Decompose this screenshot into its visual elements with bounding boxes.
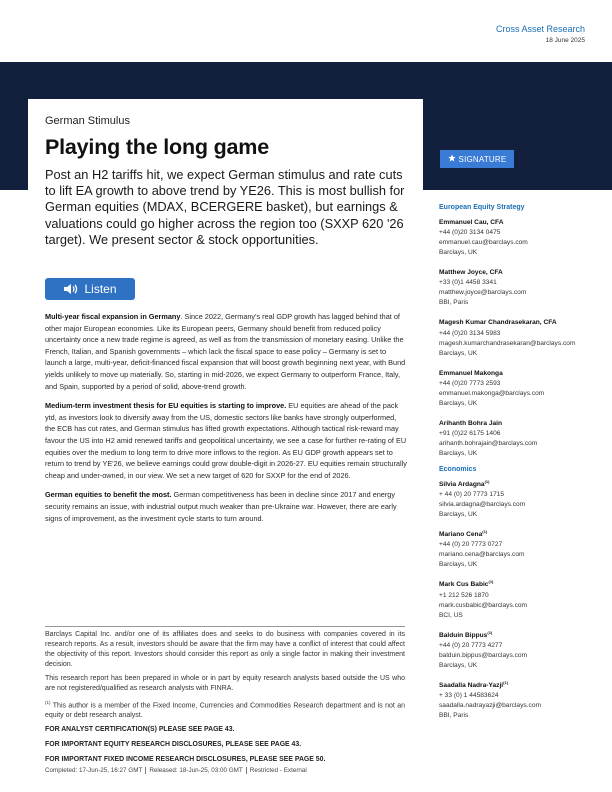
analyst-card: [439, 577, 604, 620]
analyst-entity: Barclays, UK: [439, 511, 478, 519]
footnote-mark: (1): [503, 679, 509, 685]
report-header: [496, 24, 585, 44]
analyst-email-link[interactable]: emmanuel.makonga@barclays.com: [439, 389, 545, 397]
disclaimer-conflict: Barclays Capital Inc. and/or one of its affiliates does and seeks to do business with companies covered in its research reports. As a result, investors should be aware that the firm may have a conflict of interest that could affect the objectivity of this report. Investors should consider this report as only a single factor in making their investment decision.: [45, 631, 405, 668]
analyst-phone: +44 (0) 20 7773 4277: [439, 641, 503, 649]
analyst-entity: Barclays, UK: [439, 561, 478, 569]
team-title: Economics: [439, 465, 477, 473]
analyst-entity: Barclays, UK: [439, 399, 478, 407]
analyst-name: Mariano Cena$^{(1)}$: [439, 529, 488, 539]
analyst-card: [439, 477, 604, 520]
analyst-card: [439, 366, 604, 409]
analyst-email-link[interactable]: emmanuel.cau@barclays.com: [439, 239, 528, 247]
analyst-phone: +1 212 526 1870: [439, 591, 489, 599]
footnote-mark: (1): [484, 478, 490, 484]
article-body: [45, 311, 407, 524]
team-list: [439, 477, 604, 721]
speaker-icon: [63, 283, 79, 295]
analyst-email-link[interactable]: silvia.ardagna@barclays.com: [439, 501, 526, 509]
footnote-mark: (1): [488, 579, 494, 585]
disclaimer-divider: [45, 626, 405, 627]
listen-button[interactable]: [45, 278, 135, 300]
analyst-email-link[interactable]: balduin.bippus@barclays.com: [439, 651, 528, 659]
article-kicker: German Stimulus: [45, 115, 130, 127]
analyst-name: Magesh Kumar Chandrasekaran, CFA: [439, 319, 557, 327]
disclaimer-ficc-text: This author is a member of the Fixed Income, Currencies and Commodities Research department and is not an equity or debt research analyst.: [45, 702, 405, 720]
paragraph-text: EU equities are ahead of the pack ytd, as investors look to diversify away from the US, domestic sectors like banks have strongly outperformed, the ECB has cut rates, and German stimulus has lifted growth expectations. Although tactical risk-reward may favour the US into H2 amid renewed tariffs and geopolitical uncertainty, we see a case for further re-rating of EU equities over the medium to long term to drive more inflows to the region. As EU GDP growth appears set to return to trend by YE'26, we believe earnings could grow double-digit in 2026-27. EU equities remain structurally cheap and under-owned, in our view. We set a new target of 620 for SXXP for the end of 2026.: [45, 401, 407, 480]
analyst-phone: + 44 (0) 20 7773 1715: [439, 491, 505, 499]
team-list: [439, 215, 604, 459]
completed-time: Completed: 17-Jun-25, 16:27 GMT: [45, 767, 146, 774]
disclaimer: [45, 630, 405, 770]
analyst-phone: +33 (0)1 4458 3341: [439, 279, 497, 287]
analyst-name: Arihanth Bohra Jain: [439, 419, 503, 427]
analyst-card: [439, 527, 604, 570]
analyst-card: [439, 678, 604, 721]
analyst-entity: BBI, Paris: [439, 711, 469, 719]
analyst-email-link[interactable]: matthew.joyce@barclays.com: [439, 289, 527, 297]
analyst-card: [439, 416, 604, 459]
analyst-card: [439, 315, 604, 358]
signature-badge: [440, 150, 514, 168]
analyst-entity: Barclays, UK: [439, 449, 478, 457]
analyst-email-link[interactable]: mariano.cena@barclays.com: [439, 551, 525, 559]
analyst-phone: +44 (0) 20 7773 0727: [439, 541, 503, 549]
paragraph-lead: Medium-term investment thesis for EU equities is starting to improve.: [45, 401, 287, 411]
analyst-name: Matthew Joyce, CFA: [439, 269, 503, 277]
paragraph: [45, 489, 407, 524]
analyst-entity: BCI, US: [439, 611, 463, 619]
restriction-label: Restricted - External: [249, 767, 307, 774]
paragraph-lead: Multi-year fiscal expansion in Germany: [45, 312, 181, 322]
analyst-card: [439, 628, 604, 671]
analyst-email-link[interactable]: mark.cusbabic@barclays.com: [439, 601, 528, 609]
paragraph: [45, 400, 407, 481]
analyst-certification-link[interactable]: FOR ANALYST CERTIFICATION(S) PLEASE SEE PAGE 43.: [45, 726, 235, 734]
released-time: Released: 18-Jun-25, 03:00 GMT: [146, 767, 246, 774]
fixed-income-disclosures-link[interactable]: FOR IMPORTANT FIXED INCOME RESEARCH DISCLOSURES, PLEASE SEE PAGE 50.: [45, 756, 326, 764]
disclaimer-finra: This research report has been prepared in whole or in part by equity research analysts based outside the US who are not registered/qualified as research analysts with FINRA.: [45, 675, 405, 692]
release-footer: [45, 767, 310, 774]
paragraph-text: German competitiveness has been in decline since 2017 and energy security remains an issue, with industrial output much weaker than pre-Ukraine war. However, there are early signs of improvement, as the investment cycle starts to turn around.: [45, 490, 397, 523]
analyst-entity: Barclays, UK: [439, 249, 478, 257]
signature-label: SIGNATURE: [458, 154, 507, 164]
footnote-mark: (1): [482, 529, 488, 535]
disclaimer-ficc: [45, 698, 405, 721]
article-title: Playing the long game: [45, 135, 269, 159]
star-icon: [448, 154, 456, 164]
analyst-name: Silvia Ardagna$^{(1)}$: [439, 478, 490, 489]
paragraph-text: . Since 2022, Germany's real GDP growth has lagged behind that of other major European economies. Like its European peers, Germany should benefit from reduced policy uncertainty once a new trade regime is agreed, as well as from the transmission of monetary easing. Unlike the French, Italian, and Spanish governments – which lack the fiscal space to ease policy – Germany is set to launch a large, multi-year, deficit-financed fiscal expansion that will boost growth beginning next year, with Bund yields unlikely to move up materially. So, starting in mid-2026, we expect Germany to outperform France, Italy, and Spain, supported by a period of solid, above-trend growth.: [45, 312, 406, 391]
analyst-card: [439, 265, 604, 308]
footnote-mark: (1): [487, 629, 493, 635]
analyst-phone: + 33 (0) 1 44583624: [439, 691, 499, 699]
paragraph: [45, 311, 407, 392]
analyst-entity: Barclays, UK: [439, 661, 478, 669]
paragraph-lead: German equities to benefit the most.: [45, 490, 172, 500]
analyst-phone: +91 (0)22 6175 1406: [439, 429, 501, 437]
footnote-mark: (1): [45, 700, 51, 705]
team-title: European Equity Strategy: [439, 204, 525, 211]
analyst-entity: BBI, Paris: [439, 299, 469, 307]
analyst-phone: +44 (0)20 3134 5983: [439, 329, 501, 337]
analyst-name: Balduin Bippus$^{(1)}$: [439, 629, 493, 639]
analyst-email-link[interactable]: saadalla.nadrayazji@barclays.com: [439, 701, 541, 709]
analyst-card: [439, 215, 604, 258]
analyst-entity: Barclays, UK: [439, 349, 478, 357]
analyst-sidebar: [439, 204, 604, 728]
equity-disclosures-link[interactable]: FOR IMPORTANT EQUITY RESEARCH DISCLOSURES, PLEASE SEE PAGE 43.: [45, 741, 302, 749]
report-date: 18 June 2025: [545, 37, 585, 44]
analyst-phone: +44 (0)20 7773 2593: [439, 379, 501, 387]
analyst-phone: +44 (0)20 3134 0475: [439, 229, 501, 237]
article-panel: [28, 99, 423, 639]
analyst-name: Saadalla Nadra-Yazji$^{(1)}$: [439, 679, 509, 689]
analyst-name: Mark Cus Babic$^{(1)}$: [439, 579, 494, 589]
series-name: Cross Asset Research: [495, 24, 585, 34]
analyst-name: Emmanuel Cau, CFA: [439, 219, 504, 227]
listen-label: Listen: [84, 282, 117, 297]
analyst-name: Emmanuel Makonga: [439, 369, 503, 377]
analyst-email-link[interactable]: arihanth.bohrajain@barclays.com: [439, 439, 538, 447]
article-lede: Post an H2 tariffs hit, we expect German stimulus and rate cuts to lift EA growth to above trend by YE26. This is most bullish for German equities (MDAX, BCERGERE basket), but earnings & valuations could go higher across the region too (SXXP 620 '26 target). We present sector & stock opportunities.: [45, 167, 405, 247]
analyst-email-link[interactable]: magesh.kumarchandrasekaran@barclays.com: [439, 339, 576, 347]
